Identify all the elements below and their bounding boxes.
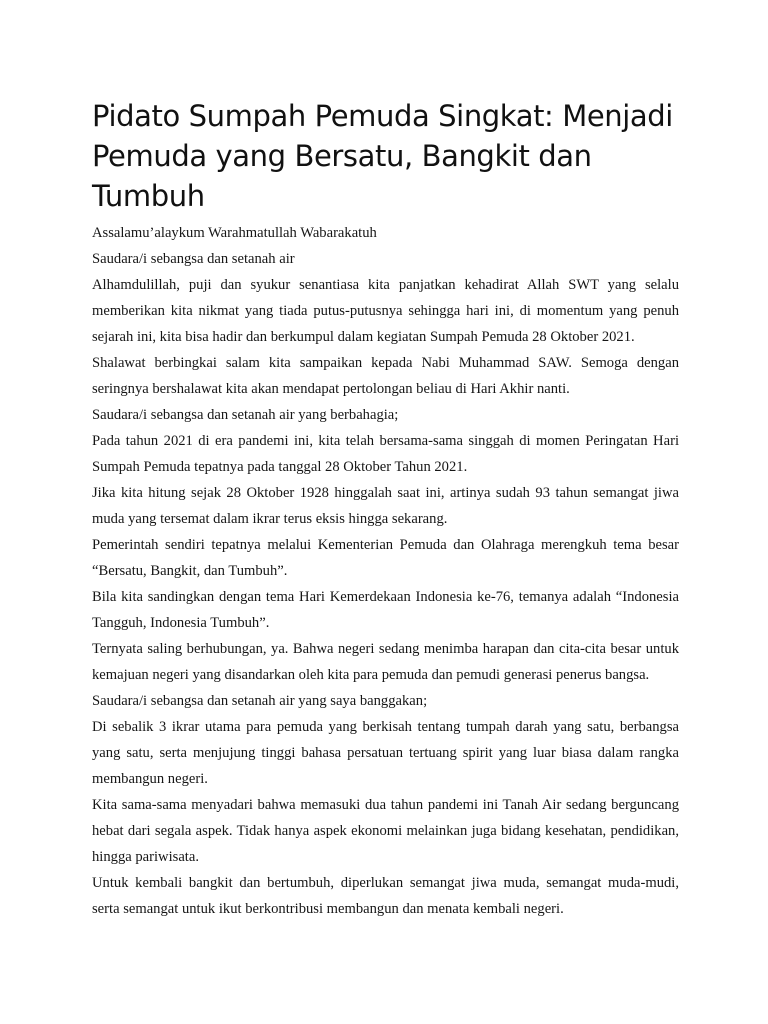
paragraph-greeting: Assalamu’alaykum Warahmatullah Wabarakatuh	[92, 225, 377, 241]
paragraph: Pemerintah sendiri tepatnya melalui Kementerian Pemuda dan Olahraga merengkuh tema besar “Bersatu, Bangkit, dan Tumbuh”.	[92, 537, 679, 579]
paragraph: Bila kita sandingkan dengan tema Hari Kemerdekaan Indonesia ke-76, temanya adalah “Indonesia Tangguh, Indonesia Tumbuh”.	[92, 589, 679, 631]
paragraph: Pada tahun 2021 di era pandemi ini, kita telah bersama-sama singgah di momen Peringatan Hari Sumpah Pemuda tepatnya pada tanggal 28 Oktober Tahun 2021.	[92, 433, 679, 475]
paragraph: Untuk kembali bangkit dan bertumbuh, diperlukan semangat jiwa muda, semangat muda-mudi, serta semangat untuk ikut berkontribusi membangun dan menata kembali negeri.	[92, 875, 679, 917]
paragraph: Di sebalik 3 ikrar utama para pemuda yang berkisah tentang tumpah darah yang satu, berbangsa yang satu, serta menjujung tinggi bahasa persatuan tertuang spirit yang luar biasa dalam rangka membangun negeri.	[92, 719, 679, 787]
paragraph-salutation: Saudara/i sebangsa dan setanah air yang saya banggakan;	[92, 693, 428, 709]
document-body	[92, 220, 679, 922]
paragraph: Kita sama-sama menyadari bahwa memasuki dua tahun pandemi ini Tanah Air sedang berguncang hebat dari segala aspek. Tidak hanya aspek ekonomi melainkan juga bidang kesehatan, pendidikan, hingga pariwisata.	[92, 797, 679, 865]
paragraph-salutation: Saudara/i sebangsa dan setanah air	[92, 251, 295, 267]
paragraph: Shalawat berbingkai salam kita sampaikan kepada Nabi Muhammad SAW. Semoga dengan seringnya bershalawat kita akan mendapat pertolongan beliau di Hari Akhir nanti.	[92, 355, 679, 397]
paragraph: Alhamdulillah, puji dan syukur senantiasa kita panjatkan kehadirat Allah SWT yang selalu memberikan kita nikmat yang tiada putus-putusnya sehingga hari ini, di momentum yang penuh sejarah ini, kita bisa hadir dan berkumpul dalam kegiatan Sumpah Pemuda 28 Oktober 2021.	[92, 277, 679, 345]
paragraph-salutation: Saudara/i sebangsa dan setanah air yang berbahagia;	[92, 407, 399, 423]
paragraph: Ternyata saling berhubungan, ya. Bahwa negeri sedang menimba harapan dan cita-cita besar untuk kemajuan negeri yang disandarkan oleh kita para pemuda dan pemudi generasi penerus bangsa.	[92, 641, 679, 683]
document-title: Pidato Sumpah Pemuda Singkat: Menjadi Pemuda yang Bersatu, Bangkit dan Tumbuh	[92, 99, 673, 213]
paragraph: Jika kita hitung sejak 28 Oktober 1928 hinggalah saat ini, artinya sudah 93 tahun semangat jiwa muda yang tersemat dalam ikrar terus eksis hingga sekarang.	[92, 485, 679, 527]
